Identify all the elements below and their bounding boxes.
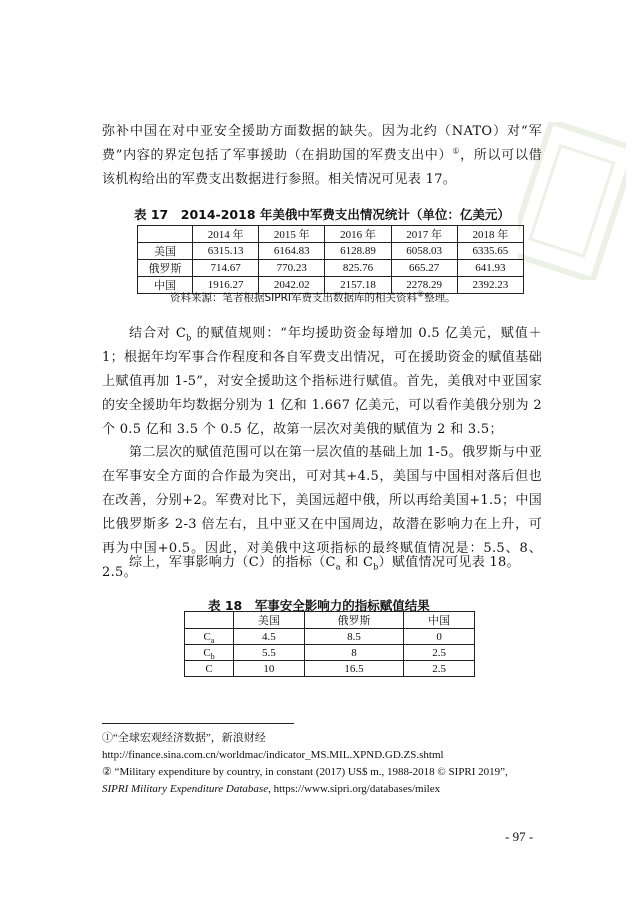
page-number: - 97 -: [505, 829, 534, 844]
table17-source: 资料来源：笔者根据SIPRI军费支出数据库的相关资料②整理。: [170, 289, 456, 304]
footnote-divider: [102, 723, 294, 724]
footnote-ref-1[interactable]: ①: [452, 146, 461, 156]
table18-caption: 表 18 军事安全影响力的指标赋值结果: [208, 598, 430, 613]
paragraph-second-level: 第二层次的赋值范围可以在第一层次值的基础上加 1-5。俄罗斯与中亚在军事安全方面的合作最为突出，可对其+4.5，美国与中国相对落后但也在改善，分别+2。军费对比下，美国远超中俄，所以再给美国+1.5；中国比俄罗斯多 2-3 倍左右，且中亚又在中国周边，故潜在影响力在上升，可再为中国+0.5。因此，对美俄中这项指标的最终赋值情况是：5.5、8、2.5。: [102, 445, 542, 580]
table-row: C 10 16.5 2.5: [185, 661, 475, 677]
table-row: $C_a$ 4.5 8.5 0: [185, 629, 475, 645]
paragraph-summary: 综上，军事影响力（C）的指标（$C_a$ 和 $C_b$）赋值情况可见表 18。: [129, 555, 520, 572]
paragraph-intro: 弥补中国在对中亚安全援助方面数据的缺失。因为北约（NATO）对“军费”内容的界定包括了军事援助（在捐助国的军费支出中）①，所以可以借该机构给出的军费支出数据进行参照。相关情况可见表 17。: [102, 124, 542, 187]
table17-military-expenditure: [137, 225, 524, 294]
table-row: $C_b$ 5.5 8 2.5: [185, 645, 475, 661]
footnote-1[interactable]: ①“全球宏观经济数据”，新浪财经 http://finance.sina.com.cn/worldmac/indicator_MS.MIL.XPND.GD.ZS.shtml: [102, 732, 444, 761]
footnote-ref-2[interactable]: ②: [417, 289, 425, 299]
table-header-row: 美国 俄罗斯 中国: [185, 612, 475, 629]
paragraph-cb-rule: 结合对 $C_b$ 的赋值规则：“年均援助资金每增加 0.5 亿美元，赋值＋1；根据年均军事合作程度和各自军费支出情况，可在援助资金的赋值基础上赋值再加 1-5”，对安全援助这个指标进行赋值。首先，美俄对中亚国家的安全援助年均数据分别为 1 亿和 1.667 亿美元，可以看作美俄分别为 2 个 0.5 亿和 3.5 个 0.5 亿，故第一层次对美俄的赋值为 2 和 3.5；: [102, 326, 542, 437]
footnote-2[interactable]: ② “Military expenditure by country, in constant (2017) US$ m., 1988-2018 © SIPRI 2019”, SIPRI Military Expenditure Database, https://www.sipri.org/databases/milex: [102, 766, 508, 795]
table-row: 美国 6315.13 6164.83 6128.89 6058.03 6335.65: [138, 243, 524, 260]
table-row: 俄罗斯 714.67 770.23 825.76 665.27 641.93: [138, 260, 524, 277]
table-row: 中国 1916.27 2042.02 2157.18 2278.29 2392.23: [138, 277, 524, 294]
table17-caption: 表 17 2014-2018 年美俄中军费支出情况统计（单位：亿美元）: [134, 207, 510, 222]
table-header-row: 2014 年 2015 年 2016 年 2017 年 2018 年: [138, 226, 524, 243]
table18-indicator-values: [184, 611, 475, 677]
